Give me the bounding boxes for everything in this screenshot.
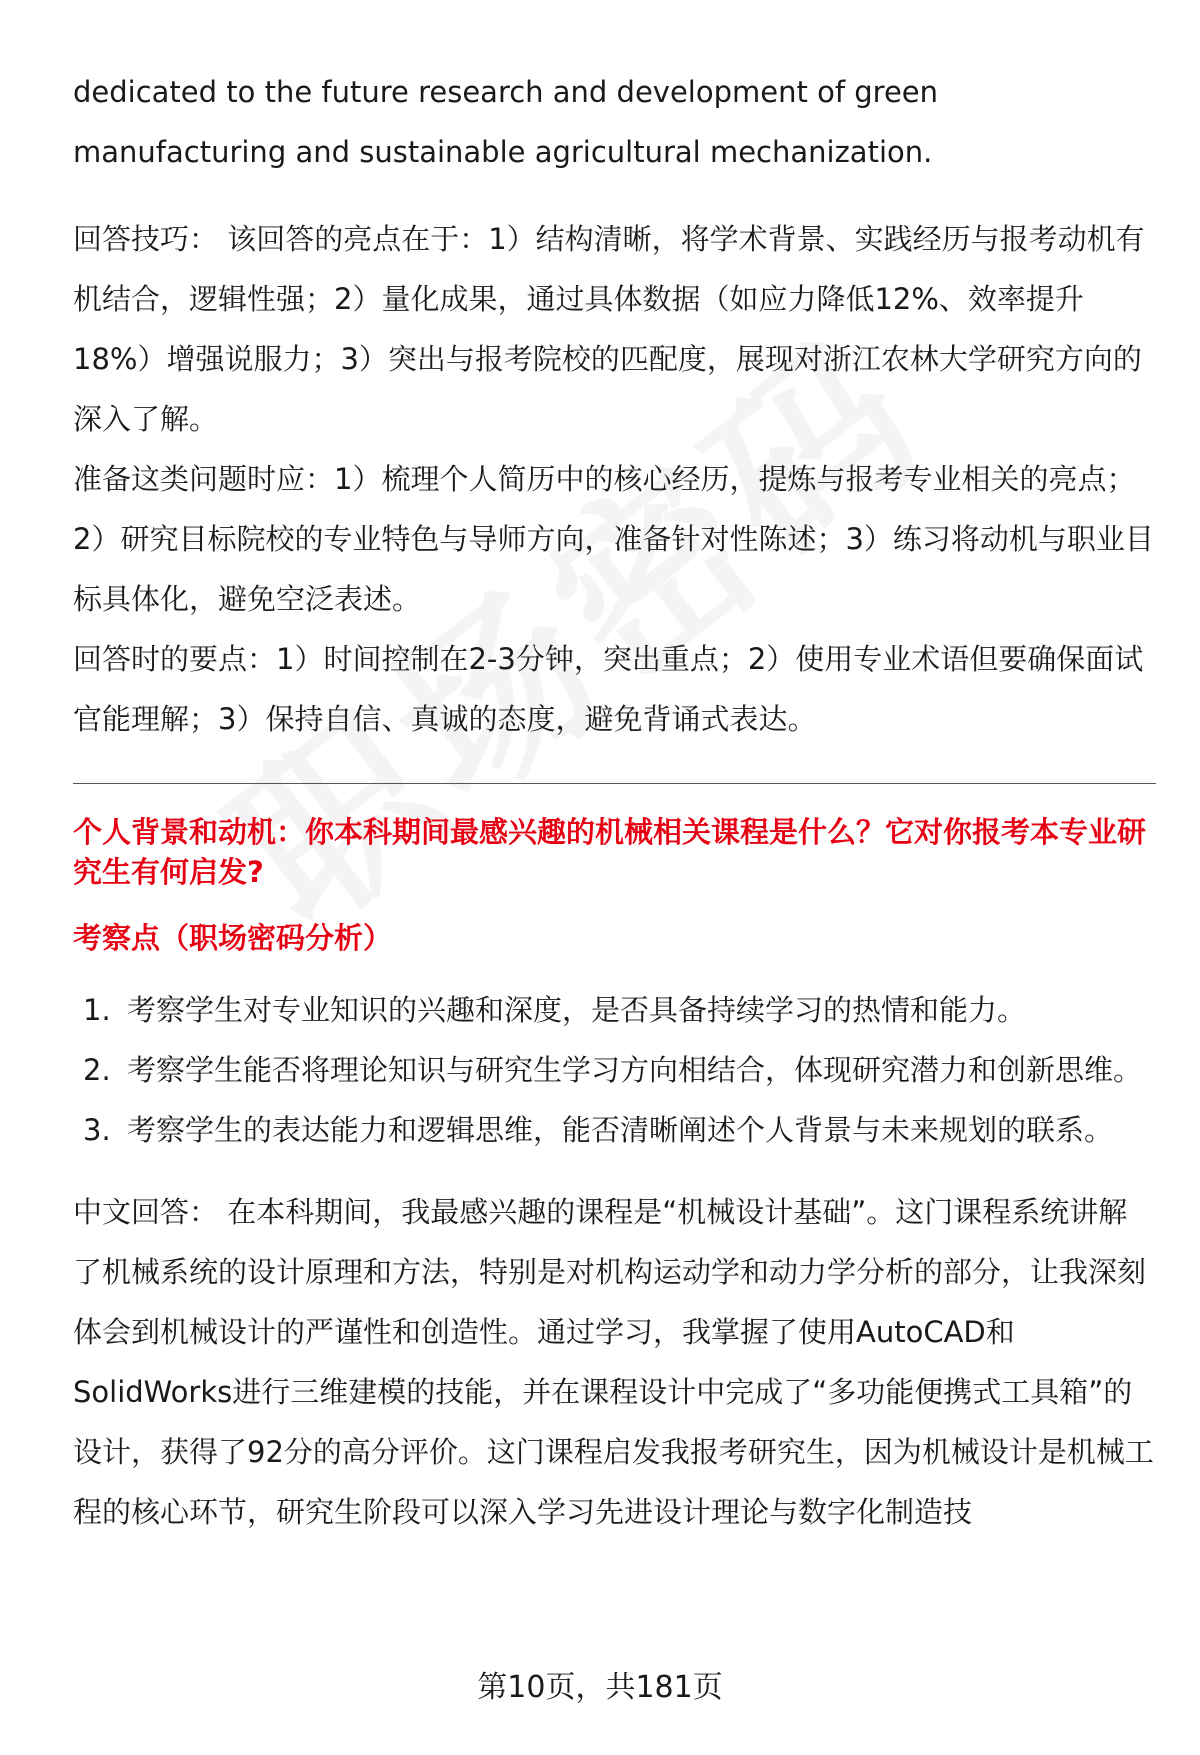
preparation-paragraph: 准备这类问题时应：1）梳理个人简历中的核心经历，提炼与报考专业相关的亮点；2）研究目标院校的专业特色与导师方向，准备针对性陈述；3）练习将动机与职业目标具体化，避免空泛表述。: [73, 462, 1154, 616]
list-item-text: 考察学生能否将理论知识与研究生学习方向相结合，体现研究潜力和创新思维。: [127, 1053, 1143, 1087]
list-item-number: 3.: [83, 1113, 111, 1147]
assessment-section-title: 考察点（职场密码分析）: [73, 921, 393, 955]
question-title: 个人背景和动机：你本科期间最感兴趣的机械相关课程是什么？它对你报考本专业研究生有何启发?: [73, 815, 1147, 889]
list-item-text: 考察学生对专业知识的兴趣和深度，是否具备持续学习的热情和能力。: [127, 993, 1027, 1027]
page-footer: 第10页，共181页: [477, 1670, 723, 1705]
list-item: [73, 1040, 1156, 1100]
section-divider: [73, 783, 1156, 784]
answer-skill-paragraph: 回答技巧： 该回答的亮点在于：1）结构清晰，将学术背景、实践经历与报考动机有机结合，逻辑性强；2）量化成果，通过具体数据（如应力降低12%、效率提升18%）增强说服力；3）突出与报考院校的匹配度，展现对浙江农林大学研究方向的深入了解。: [73, 222, 1145, 436]
list-item: [73, 980, 1156, 1040]
key-points-paragraph: 回答时的要点：1）时间控制在2-3分钟，突出重点；2）使用专业术语但要确保面试官能理解；3）保持自信、真诚的态度，避免背诵式表达。: [73, 642, 1144, 736]
list-item-number: 2.: [83, 1053, 111, 1087]
intro-english-text: dedicated to the future research and development of green manufacturing and sustainable agricultural mechanization.: [73, 75, 939, 169]
chinese-answer-paragraph: 中文回答： 在本科期间，我最感兴趣的课程是“机械设计基础”。这门课程系统讲解了机械系统的设计原理和方法，特别是对机构运动学和动力学分析的部分，让我深刻体会到机械设计的严谨性和创造性。通过学习，我掌握了使用AutoCAD和SolidWorks进行三维建模的技能，并在课程设计中完成了“多功能便携式工具箱”的设计，获得了92分的高分评价。这门课程启发我报考研究生，因为机械设计是机械工程的核心环节，研究生阶段可以深入学习先进设计理论与数字化制造技: [73, 1195, 1154, 1529]
list-item-number: 1.: [83, 993, 111, 1027]
assessment-points-list: [73, 980, 1156, 1160]
list-item: [73, 1100, 1156, 1160]
document-page: [73, 62, 1156, 1542]
list-item-text: 考察学生的表达能力和逻辑思维，能否清晰阐述个人背景与未来规划的联系。: [127, 1113, 1114, 1147]
